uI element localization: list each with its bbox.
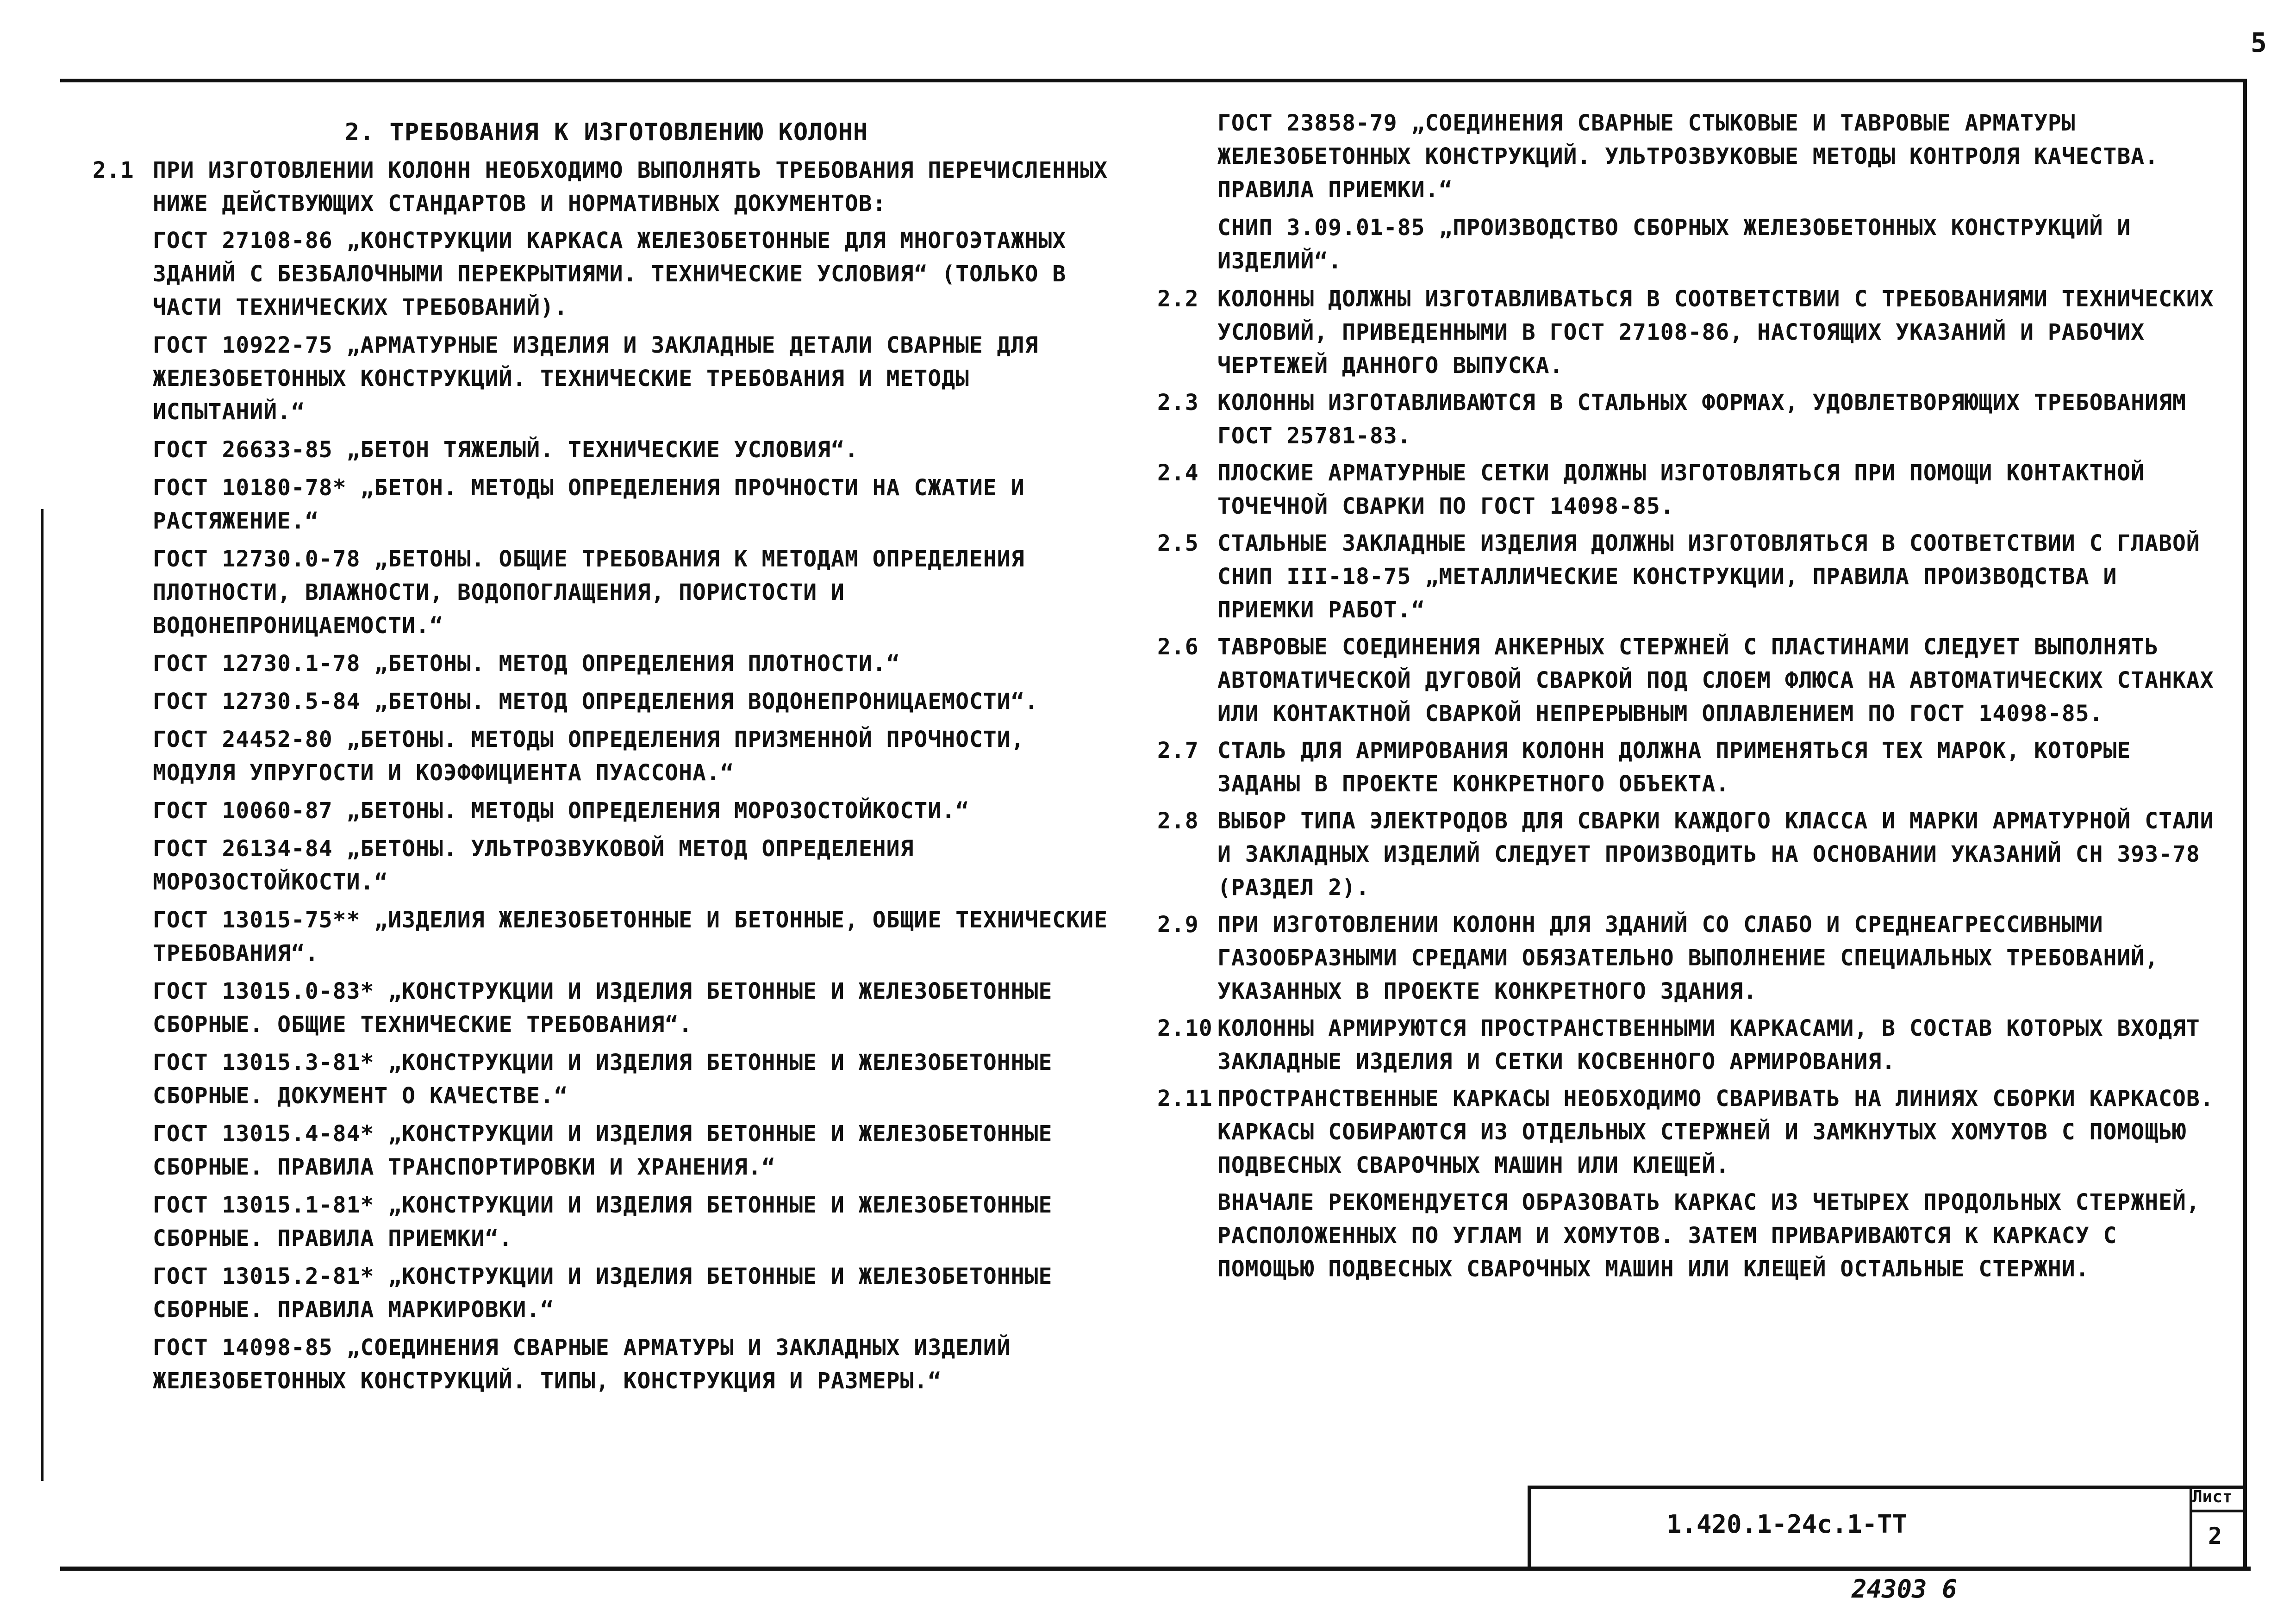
archive-number: 24303 6	[1852, 1574, 1957, 1604]
item-2-2	[1157, 282, 2222, 382]
item-number: 2.4	[1157, 460, 1199, 486]
item-text: ПРИ ИЗГОТОВЛЕНИИ КОЛОНН ДЛЯ ЗДАНИЙ СО СЛАБО И СРЕДНЕАГРЕССИВНЫМИ ГАЗООБРАЗНЫМИ СРЕДАМИ ОБЯЗАТЕЛЬНО ВЫПОЛНЕНИЕ СПЕЦИАЛЬНЫХ ТРЕБОВАНИЙ, УКАЗАННЫХ В ПРОЕКТЕ КОНКРЕТНОГО ЗДАНИЯ.	[1217, 912, 2159, 1004]
standard-entry: ГОСТ 12730.1-78 „БЕТОНЫ. МЕТОД ОПРЕДЕЛЕНИЯ ПЛОТНОСТИ.“	[153, 651, 900, 677]
frame-left-edge	[41, 509, 44, 1481]
item-number: 2.3	[1157, 390, 1199, 416]
item-text: ВЫБОР ТИПА ЭЛЕКТРОДОВ ДЛЯ СВАРКИ КАЖДОГО КЛАССА И МАРКИ АРМАТУРНОЙ СТАЛИ И ЗАКЛАДНЫХ ИЗДЕЛИЙ СЛЕДУЕТ ПРОИЗВОДИТЬ НА ОСНОВАНИИ УКАЗАНИЙ СН 393-78 (РАЗДЕЛ 2).	[1217, 808, 2214, 901]
standard-entry: ГОСТ 13015.2-81* „КОНСТРУКЦИИ И ИЗДЕЛИЯ БЕТОННЫЕ И ЖЕЛЕЗОБЕТОННЫЕ СБОРНЫЕ. ПРАВИЛА МАРКИРОВКИ.“	[153, 1263, 1053, 1323]
item-2-7	[1157, 734, 2222, 801]
standard-entry: ГОСТ 10922-75 „АРМАТУРНЫЕ ИЗДЕЛИЯ И ЗАКЛАДНЫЕ ДЕТАЛИ СВАРНЫЕ ДЛЯ ЖЕЛЕЗОБЕТОННЫХ КОНСТРУКЦИЙ. ТЕХНИЧЕСКИЕ ТРЕБОВАНИЯ И МЕТОДЫ ИСПЫТАНИЙ.“	[153, 332, 1039, 425]
standard-entry: ГОСТ 13015.4-84* „КОНСТРУКЦИИ И ИЗДЕЛИЯ БЕТОННЫЕ И ЖЕЛЕЗОБЕТОННЫЕ СБОРНЫЕ. ПРАВИЛА ТРАНСПОРТИРОВКИ И ХРАНЕНИЯ.“	[153, 1121, 1053, 1180]
standard-entry: ГОСТ 10060-87 „БЕТОНЫ. МЕТОДЫ ОПРЕДЕЛЕНИЯ МОРОЗОСТОЙКОСТИ.“	[153, 798, 970, 824]
document-code: 1.420.1-24с.1-ТТ	[1666, 1510, 1908, 1539]
item-2-9	[1157, 908, 2222, 1008]
left-column	[93, 106, 1120, 1402]
standard-entry: ГОСТ 13015-75** „ИЗДЕЛИЯ ЖЕЛЕЗОБЕТОННЫЕ И БЕТОННЫЕ, ОБЩИЕ ТЕХНИЧЕСКИЕ ТРЕБОВАНИЯ“.	[153, 907, 1108, 966]
item-number: 2.1	[93, 157, 134, 183]
item-text: ПРОСТРАНСТВЕННЫЕ КАРКАСЫ НЕОБХОДИМО СВАРИВАТЬ НА ЛИНИЯХ СБОРКИ КАРКАСОВ. КАРКАСЫ СОБИРАЮТСЯ ИЗ ОТДЕЛЬНЫХ СТЕРЖНЕЙ И ЗАМКНУТЫХ ХОМУТОВ С ПОМОЩЬЮ ПОДВЕСНЫХ СВАРОЧНЫХ МАШИН ИЛИ КЛЕЩЕЙ.	[1217, 1086, 2214, 1178]
standard-entry: ГОСТ 13015.1-81* „КОНСТРУКЦИИ И ИЗДЕЛИЯ БЕТОННЫЕ И ЖЕЛЕЗОБЕТОННЫЕ СБОРНЫЕ. ПРАВИЛА ПРИЕМКИ“.	[153, 1192, 1053, 1251]
sheet-label: Лист	[2192, 1487, 2233, 1506]
closing-paragraph: ВНАЧАЛЕ РЕКОМЕНДУЕТСЯ ОБРАЗОВАТЬ КАРКАС ИЗ ЧЕТЫРЕХ ПРОДОЛЬНЫХ СТЕРЖНЕЙ, РАСПОЛОЖЕННЫХ ПО УГЛАМ И ХОМУТОВ. ЗАТЕМ ПРИВАРИВАЮТСЯ К КАРКАСУ С ПОМОЩЬЮ ПОДВЕСНЫХ СВАРОЧНЫХ МАШИН ИЛИ КЛЕЩЕЙ ОСТАЛЬНЫЕ СТЕРЖНИ.	[1217, 1189, 2200, 1282]
standard-entry: ГОСТ 13015.3-81* „КОНСТРУКЦИИ И ИЗДЕЛИЯ БЕТОННЫЕ И ЖЕЛЕЗОБЕТОННЫЕ СБОРНЫЕ. ДОКУМЕНТ О КАЧЕСТВЕ.“	[153, 1050, 1053, 1109]
standard-entry: ГОСТ 10180-78* „БЕТОН. МЕТОДЫ ОПРЕДЕЛЕНИЯ ПРОЧНОСТИ НА СЖАТИЕ И РАСТЯЖЕНИЕ.“	[153, 475, 1025, 534]
standard-entry: ГОСТ 14098-85 „СОЕДИНЕНИЯ СВАРНЫЕ АРМАТУРЫ И ЗАКЛАДНЫХ ИЗДЕЛИЙ ЖЕЛЕЗОБЕТОННЫХ КОНСТРУКЦИЙ. ТИПЫ, КОНСТРУКЦИЯ И РАЗМЕРЫ.“	[153, 1335, 1011, 1394]
frame-bottom-edge	[60, 1567, 2251, 1571]
standard-entry: ГОСТ 26633-85 „БЕТОН ТЯЖЕЛЫЙ. ТЕХНИЧЕСКИЕ УСЛОВИЯ“.	[153, 437, 859, 463]
item-text: ТАВРОВЫЕ СОЕДИНЕНИЯ АНКЕРНЫХ СТЕРЖНЕЙ С ПЛАСТИНАМИ СЛЕДУЕТ ВЫПОЛНЯТЬ АВТОМАТИЧЕСКОЙ ДУГОВОЙ СВАРКОЙ ПОД СЛОЕМ ФЛЮСА НА АВТОМАТИЧЕСКИХ СТАНКАХ ИЛИ КОНТАКТНОЙ СВАРКОЙ НЕПРЕРЫВНЫМ ОПЛАВЛЕНИЕМ ПО ГОСТ 14098-85.	[1217, 634, 2214, 727]
standard-entry: ГОСТ 12730.0-78 „БЕТОНЫ. ОБЩИЕ ТРЕБОВАНИЯ К МЕТОДАМ ОПРЕДЕЛЕНИЯ ПЛОТНОСТИ, ВЛАЖНОСТИ, ВОДОПОГЛАЩЕНИЯ, ПОРИСТОСТИ И ВОДОНЕПРОНИЦАЕМОСТИ.“	[153, 546, 1025, 639]
item-text: ПРИ ИЗГОТОВЛЕНИИ КОЛОНН НЕОБХОДИМО ВЫПОЛНЯТЬ ТРЕБОВАНИЯ ПЕРЕЧИСЛЕННЫХ НИЖЕ ДЕЙСТВУЮЩИХ СТАНДАРТОВ И НОРМАТИВНЫХ ДОКУМЕНТОВ:	[153, 157, 1108, 217]
sheet-divider	[2190, 1510, 2244, 1512]
item-2-11	[1157, 1082, 2222, 1182]
item-2-6	[1157, 630, 2222, 730]
standard-entry: ГОСТ 13015.0-83* „КОНСТРУКЦИИ И ИЗДЕЛИЯ БЕТОННЫЕ И ЖЕЛЕЗОБЕТОННЫЕ СБОРНЫЕ. ОБЩИЕ ТЕХНИЧЕСКИЕ ТРЕБОВАНИЯ“.	[153, 978, 1053, 1038]
standard-entry: ГОСТ 24452-80 „БЕТОНЫ. МЕТОДЫ ОПРЕДЕЛЕНИЯ ПРИЗМЕННОЙ ПРОЧНОСТИ, МОДУЛЯ УПРУГОСТИ И КОЭФФИЦИЕНТА ПУАССОНА.“	[153, 727, 1025, 786]
standard-entry: ГОСТ 26134-84 „БЕТОНЫ. УЛЬТРОЗВУКОВОЙ МЕТОД ОПРЕДЕЛЕНИЯ МОРОЗОСТОЙКОСТИ.“	[153, 836, 914, 895]
item-text: КОЛОННЫ АРМИРУЮТСЯ ПРОСТРАНСТВЕННЫМИ КАРКАСАМИ, В СОСТАВ КОТОРЫХ ВХОДЯТ ЗАКЛАДНЫЕ ИЗДЕЛИЯ И СЕТКИ КОСВЕННОГО АРМИРОВАНИЯ.	[1217, 1015, 2200, 1075]
item-2-5	[1157, 527, 2222, 627]
item-number: 2.8	[1157, 808, 1199, 834]
item-number: 2.2	[1157, 286, 1199, 312]
page-number: 5	[2251, 27, 2267, 58]
item-number: 2.5	[1157, 530, 1199, 556]
item-number: 2.6	[1157, 634, 1199, 660]
item-number: 2.11	[1157, 1086, 1213, 1112]
right-column	[1157, 106, 2222, 1290]
standard-entry: СНИП 3.09.01-85 „ПРОИЗВОДСТВО СБОРНЫХ ЖЕЛЕЗОБЕТОННЫХ КОНСТРУКЦИЙ И ИЗДЕЛИЙ“.	[1217, 215, 2131, 274]
item-text: СТАЛЬНЫЕ ЗАКЛАДНЫЕ ИЗДЕЛИЯ ДОЛЖНЫ ИЗГОТОВЛЯТЬСЯ В СООТВЕТСТВИИ С ГЛАВОЙ СНИП III-18-75 „МЕТАЛЛИЧЕСКИЕ КОНСТРУКЦИИ, ПРАВИЛА ПРОИЗВОДСТВА И ПРИЕМКИ РАБОТ.“	[1217, 530, 2200, 623]
item-text: ПЛОСКИЕ АРМАТУРНЫЕ СЕТКИ ДОЛЖНЫ ИЗГОТОВЛЯТЬСЯ ПРИ ПОМОЩИ КОНТАКТНОЙ ТОЧЕЧНОЙ СВАРКИ ПО ГОСТ 14098-85.	[1217, 460, 2145, 519]
item-text: КОЛОННЫ ИЗГОТАВЛИВАЮТСЯ В СТАЛЬНЫХ ФОРМАХ, УДОВЛЕТВОРЯЮЩИХ ТРЕБОВАНИЯМ ГОСТ 25781-83.	[1217, 390, 2186, 449]
item-2-3	[1157, 386, 2222, 453]
item-number: 2.10	[1157, 1015, 1213, 1041]
standard-entry: ГОСТ 23858-79 „СОЕДИНЕНИЯ СВАРНЫЕ СТЫКОВЫЕ И ТАВРОВЫЕ АРМАТУРЫ ЖЕЛЕЗОБЕТОННЫХ КОНСТРУКЦИЙ. УЛЬТРОЗВУКОВЫЕ МЕТОДЫ КОНТРОЛЯ КАЧЕСТВА. ПРАВИЛА ПРИЕМКИ.“	[1217, 110, 2159, 203]
item-text: КОЛОННЫ ДОЛЖНЫ ИЗГОТАВЛИВАТЬСЯ В СООТВЕТСТВИИ С ТРЕБОВАНИЯМИ ТЕХНИЧЕСКИХ УСЛОВИЙ, ПРИВЕДЕННЫМИ В ГОСТ 27108-86, НАСТОЯЩИХ УКАЗАНИЙ И РАБОЧИХ ЧЕРТЕЖЕЙ ДАННОГО ВЫПУСКА.	[1217, 286, 2214, 379]
section-heading: 2. ТРЕБОВАНИЯ К ИЗГОТОВЛЕНИЮ КОЛОНН	[344, 118, 868, 146]
item-2-10	[1157, 1012, 2222, 1078]
item-2-8	[1157, 804, 2222, 904]
standard-entry: ГОСТ 12730.5-84 „БЕТОНЫ. МЕТОД ОПРЕДЕЛЕНИЯ ВОДОНЕПРОНИЦАЕМОСТИ“.	[153, 689, 1039, 715]
item-2-4	[1157, 456, 2222, 523]
sheet-number: 2	[2208, 1523, 2222, 1549]
item-number: 2.7	[1157, 738, 1199, 764]
item-number: 2.9	[1157, 912, 1199, 938]
item-text: СТАЛЬ ДЛЯ АРМИРОВАНИЯ КОЛОНН ДОЛЖНА ПРИМЕНЯТЬСЯ ТЕХ МАРОК, КОТОРЫЕ ЗАДАНЫ В ПРОЕКТЕ КОНКРЕТНОГО ОБЪЕКТА.	[1217, 738, 2131, 797]
standard-entry: ГОСТ 27108-86 „КОНСТРУКЦИИ КАРКАСА ЖЕЛЕЗОБЕТОННЫЕ ДЛЯ МНОГОЭТАЖНЫХ ЗДАНИЙ С БЕЗБАЛОЧНЫМИ ПЕРЕКРЫТИЯМИ. ТЕХНИЧЕСКИЕ УСЛОВИЯ“ (ТОЛЬКО В ЧАСТИ ТЕХНИЧЕСКИХ ТРЕБОВАНИЙ).	[153, 228, 1067, 320]
item-2-1	[93, 154, 1120, 220]
